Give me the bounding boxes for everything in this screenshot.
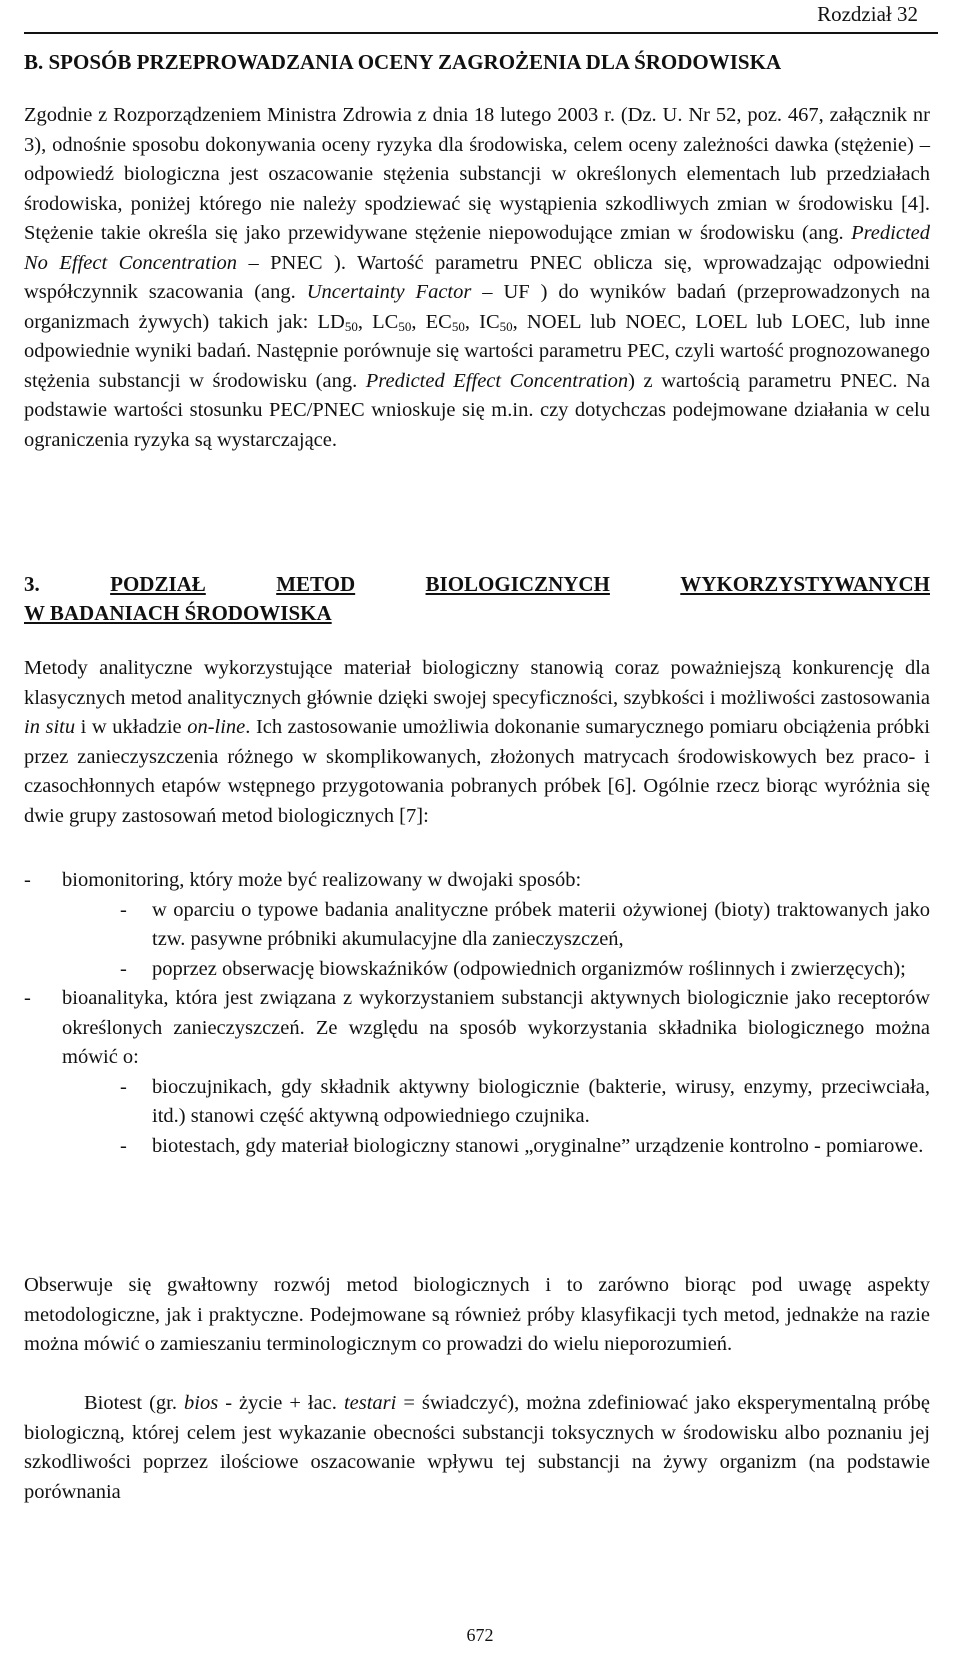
- heading-word: METOD: [276, 572, 356, 596]
- sublist-item: [24, 955, 930, 985]
- methods-list: [24, 866, 930, 1161]
- text-run: = świadczyć), można zdefiniować jako eksperymentalną próbę biologiczną, której celem jest wykazanie obecności substancji toksycznych w środowisku albo poznaniu jej szkodliwości poprzez ilościowe oszacowanie wpływu tej substancji na żywy organizm (na podstawie porównania: [24, 1392, 930, 1503]
- text-run: , IC: [464, 310, 500, 333]
- section-3-heading-line1: [24, 570, 930, 599]
- subscript: 50: [451, 318, 465, 334]
- document-page: [22, 0, 938, 1655]
- page-number: 672: [466, 1625, 494, 1645]
- list-dash: -: [24, 987, 31, 1009]
- text-run: . Ich zastosowanie umożliwia dokonanie sumarycznego pomiaru obciążenia próbki przez zanieczyszczenia różnego w skomplikowanych, złożonych matrycach środowiskowych bez praco- i czasochłonnych etapów wstępnego przygotowania pobranych próbek [6]. Ogólnie rzecz biorąc wyróżnia się dwie grupy zastosowań metod biologicznych [7]:: [24, 716, 930, 827]
- sublist-item: [24, 896, 930, 955]
- text-run: , EC: [411, 310, 452, 333]
- subscript: 50: [499, 318, 513, 334]
- paragraph-development: Obserwuje się gwałtowny rozwój metod biologicznych i to zarówno biorąc pod uwagę aspekty metodologiczne, jak i praktyczne. Podejmowane są również próby klasyfikacji tych metod, jednakże na razie można mówić o zamieszaniu terminologicznym co prowadzi do wielu nieporozumień.: [24, 1274, 930, 1355]
- italic-term: Predicted No Effect Concentration –: [24, 222, 930, 274]
- list-item-text: bioanalityka, która jest związana z wykorzystaniem substancji aktywnych biologicznie jako receptorów określonych zanieczyszczeń. Ze względu na sposób wykorzystania składnika biologicznego można mówić o:: [62, 987, 930, 1068]
- list-dash: -: [120, 1134, 127, 1157]
- italic-term: bios: [184, 1392, 219, 1414]
- list-dash: -: [24, 869, 31, 891]
- italic-term: on-line: [187, 716, 246, 738]
- list-item-text: w oparciu o typowe badania analityczne próbek materii ożywionej (bioty) traktowanych jako tzw. pasywne próbniki akumulacyjne dla zanieczyszczeń,: [152, 898, 930, 950]
- list-item-text: bioczujnikach, gdy składnik aktywny biologicznie (bakterie, wirusy, enzymy, przeciwciała, itd.) stanowi część aktywną odpowiedniego czujnika.: [152, 1075, 930, 1127]
- list-dash: -: [120, 898, 127, 921]
- italic-term: Predicted Effect Concentration: [365, 369, 629, 392]
- heading-word: PODZIAŁ: [110, 572, 206, 596]
- chapter-header: Rozdział 32: [817, 2, 918, 26]
- text-run: Metody analityczne wykorzystujące materiał biologiczny stanowią coraz poważniejszą konkurencję dla klasycznych metod analitycznych głównie dzięki swojej specyficzności, szybkości i możliwości zastosowania: [24, 657, 930, 709]
- section-3-heading-line2: W BADANIACH ŚRODOWISKA: [24, 601, 332, 625]
- header-rule: [24, 32, 938, 34]
- text-run: - życie + łac.: [218, 1392, 344, 1414]
- list-item-text: biomonitoring, który może być realizowany w dwojaki sposób:: [62, 869, 582, 891]
- italic-term: Uncertainty Factor –: [306, 281, 504, 303]
- list-dash: -: [120, 957, 127, 980]
- text-run: , LC: [357, 310, 399, 333]
- section-3-heading: [24, 570, 930, 628]
- text-run: UF ) do wyników badań (przeprowadzonych na organizmach żywych) takich jak: LD: [24, 281, 930, 333]
- text-run: Zgodnie z Rozporządzeniem Ministra Zdrowia z dnia 18 lutego 2003 r. (Dz. U. Nr 52, poz. 467, załącznik nr 3), odnośnie sposobu dokonywania oceny ryzyka dla środowiska, celem oceny zależności dawka (stężenie) – odpowiedź biologiczna jest oszacowanie stężenia substancji w określonych elementach lub przedziałach środowiska, poniżej którego nie należy spodziewać się wystąpienia szkodliwych zmian w środowisku [4]. Stężenie takie określa się jako przewidywane stężenie niepowodujące zmian w środowisku (ang.: [24, 104, 930, 244]
- text-run: , NOEL lub NOEC, LOEL lub LOEC, lub inne odpowiednie wyniki badań. Następnie porównuje się wartości parametru PEC, czyli wartość prognozowanego stężenia substancji w środowisku (ang.: [24, 310, 931, 392]
- italic-term: in situ: [24, 716, 76, 738]
- list-item-biomonitoring: [24, 866, 930, 896]
- text-run: ) z wartością parametru PNEC. Na podstawie wartości stosunku PEC/PNEC wnioskuje się m.in. czy dotychczas podejmowane działania w celu ograniczenia ryzyka są wystarczające.: [24, 369, 930, 451]
- sublist-item: [24, 1073, 930, 1132]
- italic-term: testari: [343, 1392, 397, 1414]
- text-run: Biotest (gr.: [84, 1392, 185, 1414]
- list-dash: -: [120, 1075, 127, 1098]
- section-b-heading: B. SPOSÓB PRZEPROWADZANIA OCENY ZAGROŻENIA DLA ŚRODOWISKA: [24, 50, 782, 74]
- list-item-text: poprzez obserwację biowskaźników (odpowiednich organizmów roślinnych i zwierzęcych);: [152, 957, 906, 980]
- subscript: 50: [344, 318, 358, 334]
- list-item-bioanalityka: [24, 984, 930, 1073]
- heading-word: BIOLOGICZNYCH: [425, 572, 610, 596]
- text-run: i w układzie: [75, 716, 188, 738]
- list-item-text: biotestach, gdy materiał biologiczny stanowi „oryginalne” urządzenie kontrolno - pomiarowe.: [152, 1134, 924, 1157]
- paragraph-biotest: [24, 1389, 930, 1507]
- text-run: PNEC ). Wartość parametru PNEC oblicza się, wprowadzając odpowiedni współczynnik szacowania (ang.: [24, 251, 930, 303]
- heading-word: WYKORZYSTYWANYCH: [680, 572, 930, 596]
- section-number: 3.: [24, 572, 40, 596]
- subscript: 50: [398, 318, 412, 334]
- paragraph-methods: [24, 654, 930, 831]
- paragraph-pnec: [24, 101, 930, 455]
- sublist-item: [24, 1132, 930, 1162]
